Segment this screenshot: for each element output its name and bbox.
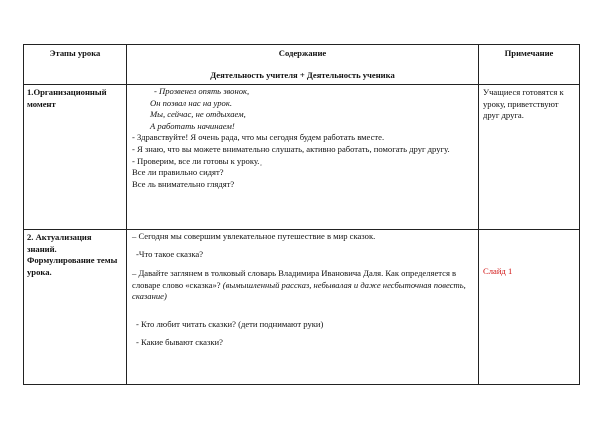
content-cell <box>127 230 479 385</box>
text-cursor-icon: ˯ <box>259 155 263 166</box>
text-line: – Сегодня мы совершим увлекательное путешествие в мир сказок. <box>132 231 376 241</box>
text-line: - Кто любит читать сказки? (дети поднимают руки) <box>136 318 324 329</box>
text-line: Все ли правильно сидят? <box>132 167 224 178</box>
text-line-part: - Проверим, все ли готовы к уроку. <box>132 155 260 166</box>
table-row <box>24 85 580 230</box>
text-line: Все ль внимательно глядят? <box>132 178 235 189</box>
definition-italic: (вымышленный рассказ, небывалая и даже несбыточная повесть, сказание) <box>132 279 466 302</box>
note-cell: Учащиеся готовятся к уроку, приветствуют друг друга. <box>479 85 580 230</box>
text-line: - Я знаю, что вы можете внимательно слушать, активно работать, помогать друг другу. <box>132 143 450 154</box>
table-header-row <box>24 45 580 85</box>
text-line: - Здравствуйте! Я очень рада, что мы сегодня будем работать вместе. <box>132 132 385 143</box>
text-line: -Что такое сказка? <box>136 248 204 259</box>
content-cell <box>127 85 479 230</box>
header-stages: Этапы урока <box>24 45 127 85</box>
poem-line: А работать начинаем! <box>150 120 235 131</box>
text-line <box>132 268 474 303</box>
lesson-plan-table <box>23 44 580 385</box>
stage-cell: 2. Актуализация знаний. Формулирование темы урока. <box>24 230 127 385</box>
stage-cell: 1.Организационный момент <box>24 85 127 230</box>
poem-line: - Прозвенел опять звонок, <box>154 86 250 96</box>
text-line-part: – Давайте заглянем в толковый словарь Владимира Ивановича Даля. Как определяется в словаре слово «сказка»? <box>132 268 457 290</box>
header-content-title: Содержание <box>278 48 327 58</box>
slide-note: Слайд 1 <box>483 266 513 276</box>
header-notes: Примечание <box>479 45 580 85</box>
text-line <box>132 156 474 168</box>
poem-line: Он позвал нас на урок. <box>150 97 233 108</box>
header-content <box>127 45 479 85</box>
header-content-subtitle: Деятельность учителя + Деятельность ученика <box>210 69 395 80</box>
poem <box>150 86 474 132</box>
table-row <box>24 230 580 385</box>
text-line: - Какие бывают сказки? <box>136 336 223 347</box>
poem-line: Мы, сейчас, не отдыхаем, <box>150 109 246 120</box>
note-cell <box>479 230 580 385</box>
